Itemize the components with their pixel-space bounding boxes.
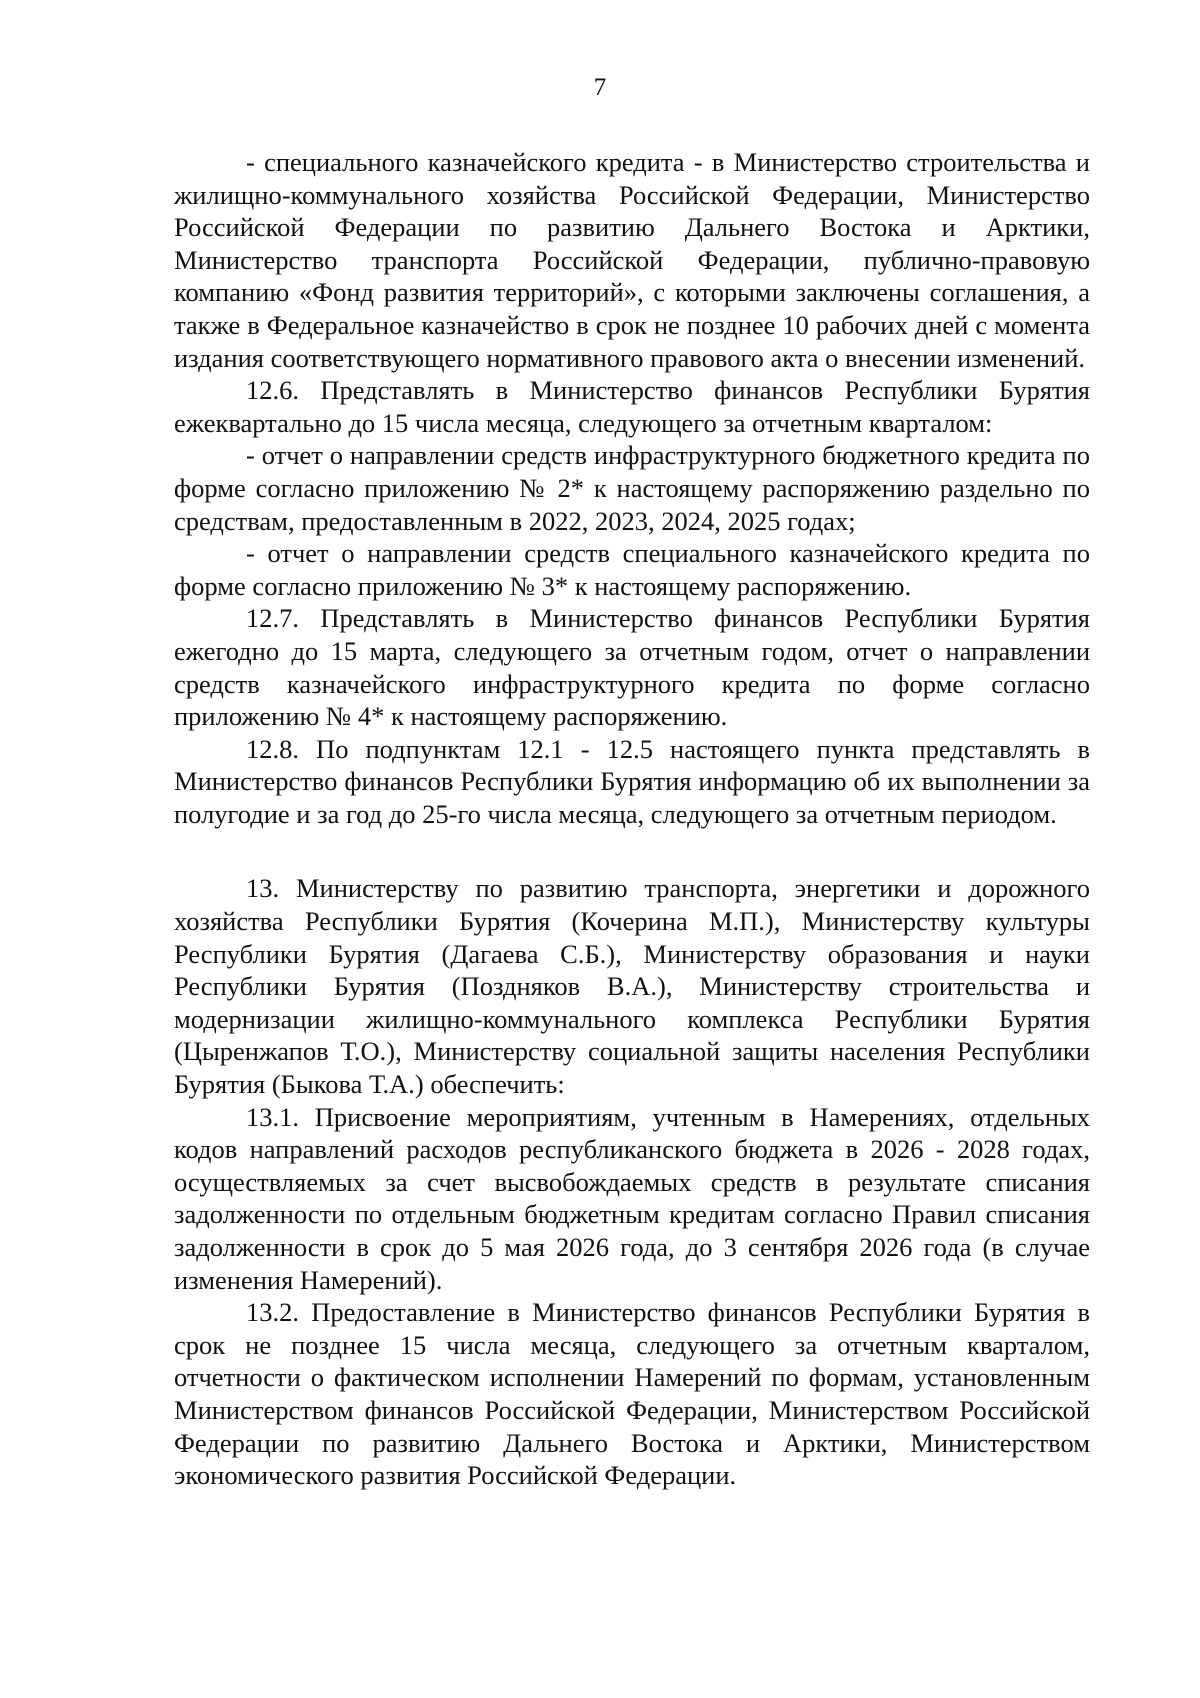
paragraph-13: 13. Министерству по развитию транспорта, энергетики и дорожного хозяйства Республики Бурятия (Кочерина М.П.), Министерству культуры Республики Бурятия (Дагаева С.Б.), Министерству образования и науки Республики Бурятия (Поздняков В.А.), Министерству строительства и модернизации жилищно-коммунального комплекса Республики Бурятия (Цыренжапов Т.О.), Министерству социальной защиты населения Республики Бурятия (Быкова Т.А.) обеспечить: xyxy=(174,873,1090,1100)
paragraph-12-8: 12.8. По подпунктам 12.1 - 12.5 настоящего пункта представлять в Министерство финансов Республики Бурятия информацию об их выполнении за полугодие и за год до 25-го числа месяца, следующего за отчетным периодом. xyxy=(174,733,1090,829)
paragraph-report-infrastructure-credit: - отчет о направлении средств инфраструктурного бюджетного кредита по форме согласно приложению № 2* к настоящему распоряжению раздельно по средствам, предоставленным в 2022, 2023, 2024, 2025 годах; xyxy=(174,440,1090,536)
page-number: 7 xyxy=(593,74,607,101)
document-body xyxy=(174,146,1090,1492)
paragraph-13-2: 13.2. Предоставление в Министерство финансов Республики Бурятия в срок не позднее 15 числа месяца, следующего за отчетным кварталом, отчетности о фактическом исполнении Намерений по формам, установленным Министерством финансов Российской Федерации, Министерством Российской Федерации по развитию Дальнего Востока и Арктики, Министерством экономического развития Российской Федерации. xyxy=(174,1297,1090,1491)
paragraph-special-treasury-credit: - специального казначейского кредита - в Министерство строительства и жилищно-коммунального хозяйства Российской Федерации, Министерство Российской Федерации по развитию Дальнего Востока и Арктики, Министерство транспорта Российской Федерации, публично-правовую компанию «Фонд развития территорий», с которыми заключены соглашения, а также в Федеральное казначейство в срок не позднее 10 рабочих дней с момента издания соответствующего нормативного правового акта о внесении изменений. xyxy=(174,147,1090,373)
paragraph-13-1: 13.1. Присвоение мероприятиям, учтенным в Намерениях, отдельных кодов направлений расходов республиканского бюджета в 2026 - 2028 годах, осуществляемых за счет высвобождаемых средств в результате списания задолженности по отдельным бюджетным кредитам согласно Правил списания задолженности в срок до 5 мая 2026 года, до 3 сентября 2026 года (в случае изменения Намерений). xyxy=(174,1101,1090,1295)
paragraph-12-7: 12.7. Представлять в Министерство финансов Республики Бурятия ежегодно до 15 марта, следующего за отчетным годом, отчет о направлении средств казначейского инфраструктурного кредита по форме согласно приложению № 4* к настоящему распоряжению. xyxy=(174,603,1090,732)
paragraph-12-6: 12.6. Представлять в Министерство финансов Республики Бурятия ежеквартально до 15 числа месяца, следующего за отчетным кварталом: xyxy=(174,375,1090,438)
paragraph-report-special-credit: - отчет о направлении средств специального казначейского кредита по форме согласно приложению № 3* к настоящему распоряжению. xyxy=(174,538,1090,601)
